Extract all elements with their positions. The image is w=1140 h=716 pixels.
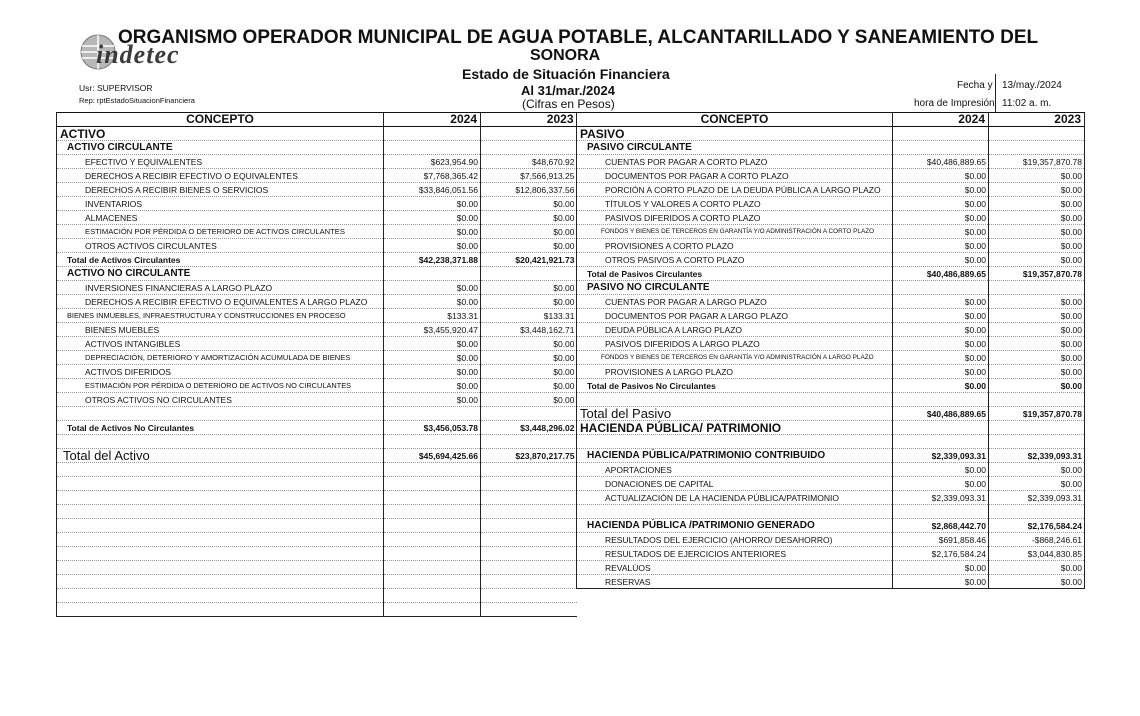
row-2023: $0.00 (989, 337, 1085, 351)
print-date: 13/may./2024 (1002, 80, 1062, 91)
table-row (577, 365, 1085, 379)
row-2023: $3,044,830.85 (989, 547, 1085, 561)
row-2023: $0.00 (989, 575, 1085, 589)
row-2024: $0.00 (893, 225, 989, 239)
row-2024: $0.00 (893, 337, 989, 351)
row-2024: $0.00 (893, 575, 989, 589)
row-2024: $0.00 (384, 337, 481, 351)
contribuido-2024: $2,339,093.31 (893, 449, 989, 463)
row-label: REVALÚOS (577, 561, 893, 575)
row-2023: $0.00 (989, 309, 1085, 323)
table-row (57, 169, 577, 183)
row-2023: $0.00 (989, 183, 1085, 197)
row-2023: $0.00 (989, 169, 1085, 183)
row-label: TÍTULOS Y VALORES A CORTO PLAZO (577, 197, 893, 211)
row-2023: $0.00 (989, 295, 1085, 309)
row-label: FONDOS Y BIENES DE TERCEROS EN GARANTÍA Y/O ADMINISTRACIÓN A LARGO PLAZO (577, 351, 893, 365)
total-pasivo-no-circulante-label: Total de Pasivos No Circulantes (577, 379, 893, 393)
table-row (577, 407, 1085, 421)
table-row (577, 127, 1085, 141)
row-label: DOCUMENTOS POR PAGAR A LARGO PLAZO (577, 309, 893, 323)
row-2024: $0.00 (893, 197, 989, 211)
header-row (577, 113, 1085, 127)
row-label: DERECHOS A RECIBIR EFECTIVO O EQUIVALENTES A LARGO PLAZO (57, 295, 384, 309)
pasivo-heading: PASIVO (577, 127, 893, 141)
row-2024: $0.00 (893, 323, 989, 337)
total-activo-2023: $23,870,217.75 (481, 449, 577, 463)
total-pasivo-circulante-label: Total de Pasivos Circulantes (577, 267, 893, 281)
table-row (577, 351, 1085, 365)
row-2024: $0.00 (384, 365, 481, 379)
row-label: RESERVAS (577, 575, 893, 589)
row-2023: $0.00 (989, 561, 1085, 575)
row-label: DOCUMENTOS POR PAGAR A CORTO PLAZO (577, 169, 893, 183)
row-2024: $2,339,093.31 (893, 491, 989, 505)
table-row (577, 547, 1085, 561)
row-2024: $0.00 (384, 351, 481, 365)
table-row (57, 505, 577, 519)
row-label: PROVISIONES A LARGO PLAZO (577, 365, 893, 379)
activo-heading: ACTIVO (57, 127, 384, 141)
row-2024: $0.00 (384, 239, 481, 253)
row-label: OTROS PASIVOS A CORTO PLAZO (577, 253, 893, 267)
row-label: APORTACIONES (577, 463, 893, 477)
row-2023: $0.00 (481, 365, 577, 379)
table-row (577, 239, 1085, 253)
total-2024: $42,238,371.88 (384, 253, 481, 267)
table-row (577, 519, 1085, 533)
table-row (577, 253, 1085, 267)
report-date: Al 31/mar./2024 (521, 83, 615, 98)
row-2023: $0.00 (989, 197, 1085, 211)
table-row (577, 183, 1085, 197)
row-label: CUENTAS POR PAGAR A CORTO PLAZO (577, 155, 893, 169)
row-2023: $0.00 (481, 281, 577, 295)
activo-no-circulante-heading: ACTIVO NO CIRCULANTE (57, 267, 384, 281)
total-2023: $19,357,870.78 (989, 267, 1085, 281)
row-2024: $0.00 (384, 393, 481, 407)
row-label: ALMACENES (57, 211, 384, 225)
row-label: PASIVOS DIFERIDOS A CORTO PLAZO (577, 211, 893, 225)
row-2023: $0.00 (481, 197, 577, 211)
table-row (57, 281, 577, 295)
row-2024: $2,176,584.24 (893, 547, 989, 561)
col-2024: 2024 (384, 113, 481, 127)
row-2023: $0.00 (481, 337, 577, 351)
row-label: RESULTADOS DE EJERCICIOS ANTERIORES (577, 547, 893, 561)
total-2024: $3,456,053.78 (384, 421, 481, 435)
total-pasivo-2024: $40,486,889.65 (893, 407, 989, 421)
table-row (577, 379, 1085, 393)
row-2023: $0.00 (989, 225, 1085, 239)
row-label: OTROS ACTIVOS NO CIRCULANTES (57, 393, 384, 407)
row-label: DEPRECIACIÓN, DETERIORO Y AMORTIZACIÓN ACUMULADA DE BIENES (57, 351, 384, 365)
row-label: ACTIVOS INTANGIBLES (57, 337, 384, 351)
row-2023: $0.00 (481, 225, 577, 239)
row-2024: $691,858.46 (893, 533, 989, 547)
row-2024: $0.00 (893, 351, 989, 365)
print-time: 11:02 a. m. (1002, 98, 1052, 109)
row-2023: $133.31 (481, 309, 577, 323)
activo-table (56, 112, 577, 617)
row-label: PROVISIONES A CORTO PLAZO (577, 239, 893, 253)
row-2024: $0.00 (384, 197, 481, 211)
table-row (57, 155, 577, 169)
table-row (57, 253, 577, 267)
table-row (57, 211, 577, 225)
generado-heading: HACIENDA PÚBLICA /PATRIMONIO GENERADO (577, 519, 893, 533)
row-2023: $0.00 (989, 211, 1085, 225)
table-row (577, 337, 1085, 351)
table-row (57, 197, 577, 211)
row-2024: $133.31 (384, 309, 481, 323)
total-2023: $0.00 (989, 379, 1085, 393)
row-2024: $0.00 (384, 225, 481, 239)
row-2024: $0.00 (893, 295, 989, 309)
col-concepto: CONCEPTO (577, 113, 893, 127)
row-label: ACTUALIZACIÓN DE LA HACIENDA PÚBLICA/PATRIMONIO (577, 491, 893, 505)
table-row (57, 379, 577, 393)
table-row (577, 169, 1085, 183)
table-row (57, 365, 577, 379)
row-2023: $7,566,913.25 (481, 169, 577, 183)
table-row (57, 127, 577, 141)
print-divider (995, 74, 996, 112)
table-row (577, 267, 1085, 281)
row-2023: $19,357,870.78 (989, 155, 1085, 169)
table-row (57, 463, 577, 477)
row-2023: $0.00 (481, 379, 577, 393)
row-label: PORCIÓN A CORTO PLAZO DE LA DEUDA PÚBLICA A LARGO PLAZO (577, 183, 893, 197)
table-row (57, 309, 577, 323)
row-2024: $0.00 (893, 365, 989, 379)
table-row (57, 225, 577, 239)
report-id: Rep: rptEstadoSituacionFinanciera (79, 96, 195, 105)
report-title: Estado de Situación Financiera (462, 66, 670, 82)
row-label: BIENES INMUEBLES, INFRAESTRUCTURA Y CONSTRUCCIONES EN PROCESO (57, 309, 384, 323)
table-row (57, 337, 577, 351)
pasivo-table (576, 112, 1085, 589)
org-title-line1: ORGANISMO OPERADOR MUNICIPAL DE AGUA POTABLE, ALCANTARILLADO Y SANEAMIENTO DEL (118, 27, 1039, 48)
row-2023: $0.00 (989, 323, 1085, 337)
header-row (57, 113, 577, 127)
row-2024: $7,768,365.42 (384, 169, 481, 183)
row-2024: $0.00 (893, 477, 989, 491)
row-2023: $3,448,162.71 (481, 323, 577, 337)
fecha-label: Fecha y (957, 80, 993, 91)
contribuido-2023: $2,339,093.31 (989, 449, 1085, 463)
total-2024: $40,486,889.65 (893, 267, 989, 281)
contribuido-heading: HACIENDA PÚBLICA/PATRIMONIO CONTRIBUIDO (577, 449, 893, 463)
row-label: DONACIONES DE CAPITAL (577, 477, 893, 491)
row-label: INVERSIONES FINANCIERAS A LARGO PLAZO (57, 281, 384, 295)
row-label: BIENES MUEBLES (57, 323, 384, 337)
row-2023: $0.00 (989, 477, 1085, 491)
total-2023: $3,448,296.02 (481, 421, 577, 435)
table-row (577, 533, 1085, 547)
row-2024: $0.00 (893, 169, 989, 183)
table-row (57, 589, 577, 603)
row-2023: $0.00 (481, 295, 577, 309)
row-label: DERECHOS A RECIBIR EFECTIVO O EQUIVALENTES (57, 169, 384, 183)
row-2023: $0.00 (481, 393, 577, 407)
row-2024: $0.00 (893, 463, 989, 477)
logo-text: indetec (96, 40, 180, 69)
table-row (577, 155, 1085, 169)
table-row (577, 309, 1085, 323)
table-row (577, 505, 1085, 519)
total-2023: $20,421,921.73 (481, 253, 577, 267)
row-2023: $0.00 (989, 463, 1085, 477)
row-2024: $0.00 (893, 309, 989, 323)
table-row (577, 491, 1085, 505)
table-row (57, 547, 577, 561)
table-row (577, 463, 1085, 477)
table-row (57, 421, 577, 435)
row-2023: $0.00 (481, 239, 577, 253)
table-row (57, 323, 577, 337)
table-row (57, 491, 577, 505)
row-2024: $0.00 (384, 281, 481, 295)
row-2023: $0.00 (989, 239, 1085, 253)
row-2024: $0.00 (384, 211, 481, 225)
table-row (577, 575, 1085, 589)
row-label: DERECHOS A RECIBIR BIENES O SERVICIOS (57, 183, 384, 197)
row-2024: $623,954.90 (384, 155, 481, 169)
table-row (577, 477, 1085, 491)
row-2023: $0.00 (481, 351, 577, 365)
table-row (57, 295, 577, 309)
row-label: EFECTIVO Y EQUIVALENTES (57, 155, 384, 169)
row-label: INVENTARIOS (57, 197, 384, 211)
row-2023: $12,806,337.56 (481, 183, 577, 197)
row-2024: $40,486,889.65 (893, 155, 989, 169)
table-row (57, 407, 577, 421)
row-2024: $0.00 (893, 561, 989, 575)
table-row (577, 225, 1085, 239)
hora-label: hora de Impresión (914, 98, 995, 109)
pasivo-no-circulante-heading: PASIVO NO CIRCULANTE (577, 281, 893, 295)
table-row (57, 603, 577, 617)
table-row (577, 323, 1085, 337)
generado-2023: $2,176,584.24 (989, 519, 1085, 533)
table-row (57, 183, 577, 197)
row-label: OTROS ACTIVOS CIRCULANTES (57, 239, 384, 253)
row-2023: $2,339,093.31 (989, 491, 1085, 505)
row-label: FONDOS Y BIENES DE TERCEROS EN GARANTÍA Y/O ADMINISTRACIÓN A CORTO PLAZO (577, 225, 893, 239)
row-label: ESTIMACIÓN POR PÉRDIDA O DETERIORO DE ACTIVOS NO CIRCULANTES (57, 379, 384, 393)
table-row (57, 533, 577, 547)
row-2023: -$868,246.61 (989, 533, 1085, 547)
table-row (57, 519, 577, 533)
table-row (57, 267, 577, 281)
row-label: PASIVOS DIFERIDOS A LARGO PLAZO (577, 337, 893, 351)
row-2024: $3,455,920.47 (384, 323, 481, 337)
row-2024: $0.00 (893, 253, 989, 267)
table-row (57, 351, 577, 365)
row-2023: $0.00 (989, 253, 1085, 267)
row-2024: $0.00 (893, 239, 989, 253)
table-row (577, 421, 1085, 435)
row-label: RESULTADOS DEL EJERCICIO (AHORRO/ DESAHORRO) (577, 533, 893, 547)
total-activo-no-circulante-label: Total de Activos No Circulantes (57, 421, 384, 435)
table-row (577, 211, 1085, 225)
row-label: ACTIVOS DIFERIDOS (57, 365, 384, 379)
table-row (57, 449, 577, 463)
table-row (57, 393, 577, 407)
total-activo-2024: $45,694,425.66 (384, 449, 481, 463)
total-2024: $0.00 (893, 379, 989, 393)
table-row (57, 477, 577, 491)
row-2023: $48,670.92 (481, 155, 577, 169)
col-2024: 2024 (893, 113, 989, 127)
activo-circulante-heading: ACTIVO CIRCULANTE (57, 141, 384, 155)
col-concepto: CONCEPTO (57, 113, 384, 127)
table-row (577, 141, 1085, 155)
table-row (577, 561, 1085, 575)
generado-2024: $2,868,442.70 (893, 519, 989, 533)
total-activo-circulante-label: Total de Activos Circulantes (57, 253, 384, 267)
hacienda-heading: HACIENDA PÚBLICA/ PATRIMONIO (577, 421, 893, 435)
row-label: ESTIMACIÓN POR PÉRDIDA O DETERIORO DE ACTIVOS CIRCULANTES (57, 225, 384, 239)
table-row (577, 197, 1085, 211)
table-row (577, 435, 1085, 449)
row-label: DEUDA PÚBLICA A LARGO PLAZO (577, 323, 893, 337)
row-2023: $0.00 (989, 365, 1085, 379)
table-row (57, 239, 577, 253)
table-row (577, 281, 1085, 295)
row-2024: $33,846,051.56 (384, 183, 481, 197)
total-activo-label: Total del Activo (57, 449, 384, 463)
user-label: Usr: SUPERVISOR (79, 83, 153, 93)
col-2023: 2023 (481, 113, 577, 127)
row-2024: $0.00 (384, 379, 481, 393)
table-row (57, 561, 577, 575)
table-row (577, 393, 1085, 407)
row-2024: $0.00 (893, 211, 989, 225)
row-label: CUENTAS POR PAGAR A LARGO PLAZO (577, 295, 893, 309)
table-row (57, 435, 577, 449)
units-note: (Cifras en Pesos) (522, 97, 615, 111)
table-row (57, 575, 577, 589)
col-2023: 2023 (989, 113, 1085, 127)
row-2023: $0.00 (989, 351, 1085, 365)
row-2024: $0.00 (384, 295, 481, 309)
table-row (57, 141, 577, 155)
total-pasivo-label: Total del Pasivo (577, 407, 893, 421)
row-2023: $0.00 (481, 211, 577, 225)
table-row (577, 449, 1085, 463)
total-pasivo-2023: $19,357,870.78 (989, 407, 1085, 421)
row-2024: $0.00 (893, 183, 989, 197)
org-title-line2: SONORA (530, 47, 601, 64)
table-row (577, 295, 1085, 309)
pasivo-circulante-heading: PASIVO CIRCULANTE (577, 141, 893, 155)
